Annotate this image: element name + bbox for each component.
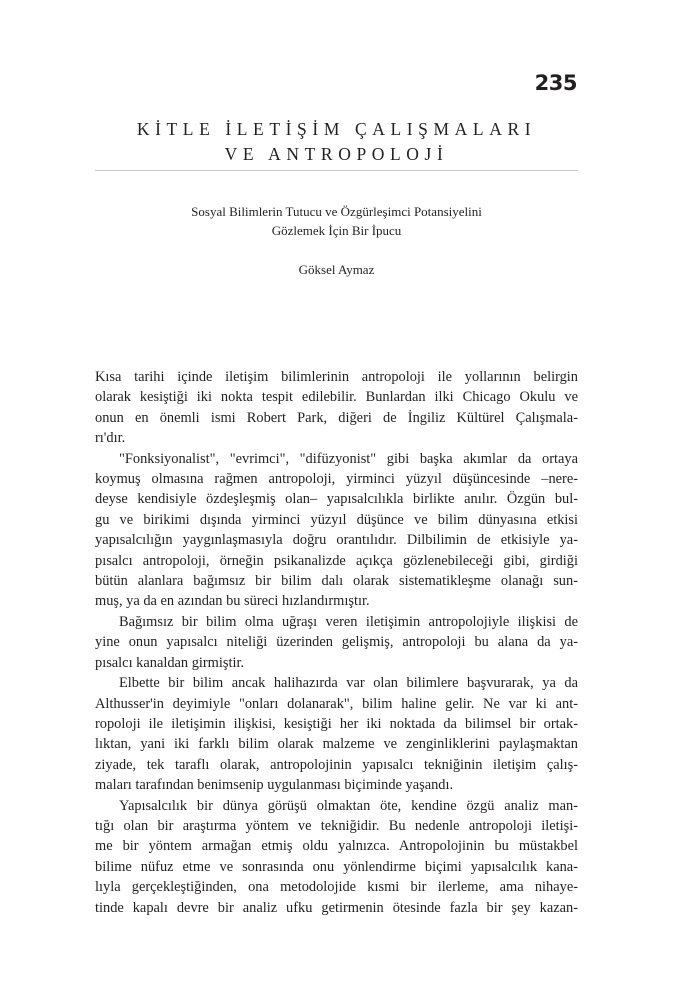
body-line: koymuş olmasına rağmen antropoloji, yirminci yüzyıl düşüncesinde –nere- [95, 471, 578, 488]
body-text [95, 367, 578, 918]
body-line: "Fonksiyonalist", "evrimci", "difüzyonist" gibi başka akımlar da ortaya [119, 450, 578, 467]
title-divider [95, 170, 578, 171]
body-line: yine onun yapısalcı niteliği üzerinden gelişmiş, antropoloji bu alana da ya- [95, 634, 578, 651]
chapter-title-line: KİTLE İLETİŞİM ÇALIŞMALARI [136, 119, 537, 139]
body-line: onun en önemli ismi Robert Park, diğeri de İngiliz Kültürel Çalışmala- [95, 409, 578, 426]
body-line: Althusser'in deyimiyle "onları dolanarak", bilim haline gelir. Ne var ki ant- [95, 695, 578, 712]
body-line: Yapısalcılık bir dünya görüşü olmaktan öte, kendine özgü analiz man- [119, 797, 578, 814]
body-line: ropoloji ile iletişimin ilişkisi, kesiştiği her iki noktada da bilimsel bir ortak- [95, 715, 578, 732]
body-line: muş, ya da en azından bu süreci hızlandırmıştır. [95, 593, 370, 610]
body-line: Bağımsız bir bilim olma uğraşı veren iletişimin antropolojiyle ilişkisi de [119, 613, 578, 630]
subtitle-line: Gözlemek İçin Bir İpucu [271, 223, 402, 238]
body-line: olarak kesiştiği iki nokta tespit edilebilir. Bunlardan ilki Chicago Okulu ve [95, 389, 578, 406]
body-line: lıyla gerçekleştiğinden, ona metodolojide kısmi bir ilerleme, ama nihaye- [95, 879, 578, 896]
body-line: me bir yöntem armağan etmiş oldu yalnızca. Antropolojinin bu müstakbel [95, 838, 578, 855]
subtitle-line: Sosyal Bilimlerin Tutucu ve Özgürleşimci Potansiyelini [191, 204, 482, 219]
author-name: Göksel Aymaz [298, 262, 375, 277]
body-line: pısalcı kanaldan girmiştir. [95, 654, 245, 671]
body-line: deyse kendisiyle özdeşleşmiş olan– yapısalcılıkla birlikte anılır. Özgün bul- [95, 491, 578, 508]
body-line: Kısa tarihi içinde iletişim bilimlerinin antropoloji ile yollarının belirgin [95, 369, 578, 385]
page-number: 235 [534, 71, 577, 95]
body-line: maları tarafından benimsenip uygulanması biçiminde yaşandı. [95, 777, 454, 794]
body-line: rı'dır. [95, 430, 126, 447]
body-line: Elbette bir bilim ancak halihazırda var olan bilimlere başvurarak, ya da [119, 675, 578, 692]
chapter-title-line: VE ANTROPOLOJİ [224, 144, 449, 164]
body-line: bilime nüfuz etme ve sonrasında onu yönlendirme biçimi yapısalcılık kana- [95, 858, 578, 875]
body-line: tığı olan bir araştırma yöntem ve tekniğidir. Bu nedenle antropoloji iletişi- [95, 817, 578, 834]
subtitle [95, 202, 578, 240]
body-line: bütün alanlara bağımsız bir bilim dalı olarak sistematikleşme olanağı sun- [95, 573, 578, 590]
body-line: yapısalcılığın yaygınlaşmasıyla doğru orantılıdır. Dilbilimin de etkisiyle ya- [95, 532, 578, 549]
body-line: ziyade, tek taraflı olarak, antropolojinin yapısalcı tekniğinin iletişim çalış- [95, 756, 578, 773]
body-line: lıktan, yani iki farklı bilim olarak malzeme ve zenginliklerini paylaşmaktan [95, 736, 578, 753]
chapter-title [95, 117, 578, 167]
body-line: gu ve birikimi dışında yirminci yüzyıl düşünce ve bilim dünyasına etkisi [95, 511, 578, 528]
body-line: tinde kapalı devre bir analiz ufku getirmenin ötesinde fazla bir şey kazan- [95, 899, 578, 916]
body-line: pısalcı antropoloji, örneğin psikanalizde açıkça gözlenebileceği gibi, girdiği [95, 552, 578, 569]
